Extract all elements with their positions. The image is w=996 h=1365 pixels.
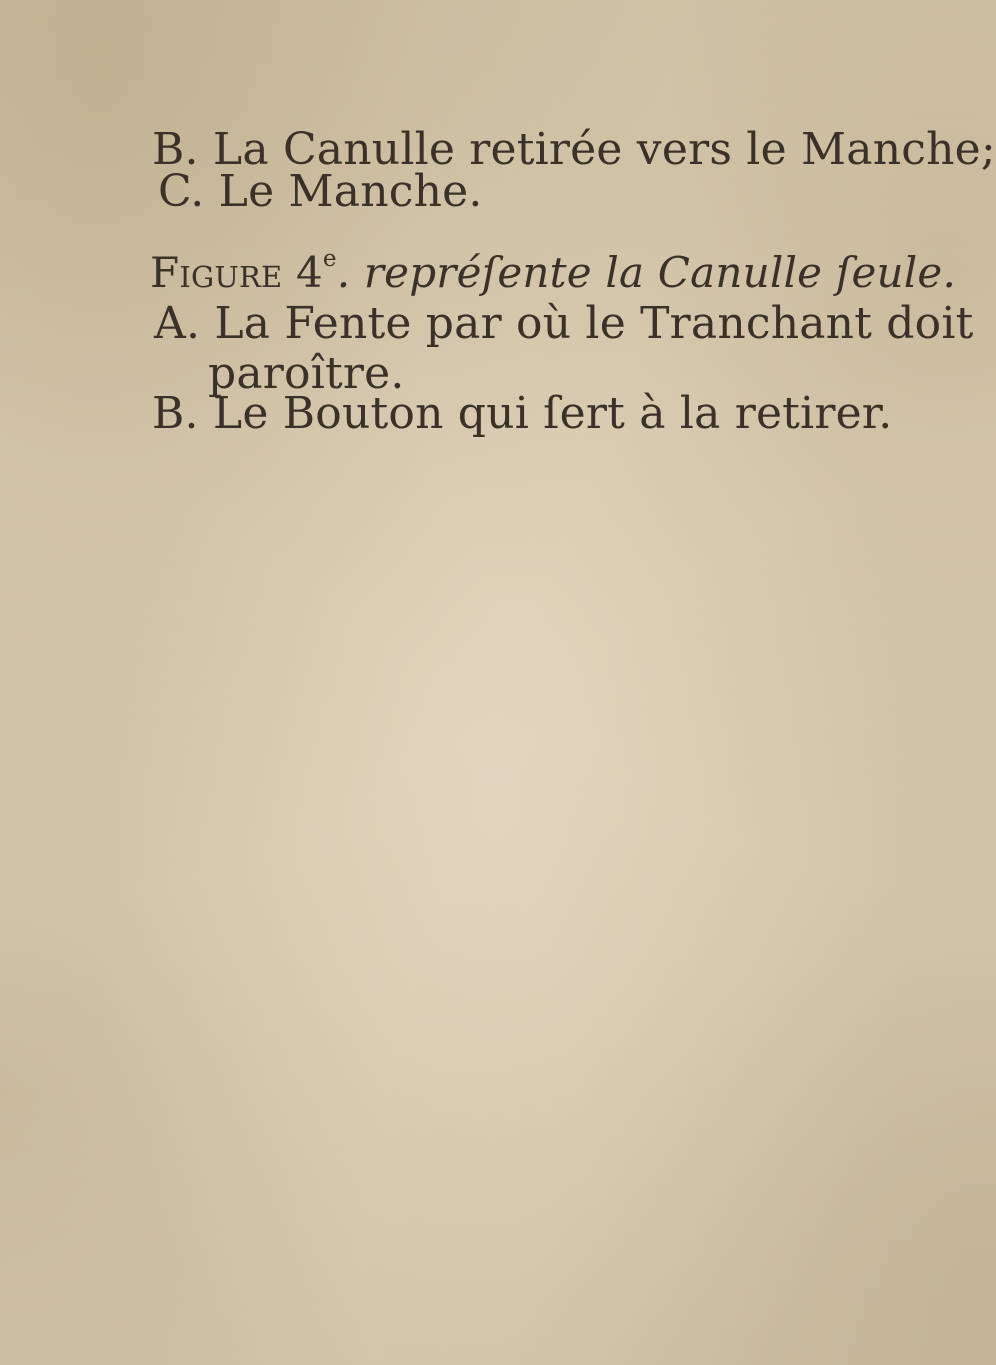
figure-label: Figure	[150, 247, 283, 297]
caption-line-b-bouton: B. Le Bouton qui ſert à la retirer.	[152, 388, 893, 439]
figure-description: . repréſente la Canulle ſeule.	[336, 247, 957, 297]
figure-number: 4	[295, 247, 323, 297]
figure-number-superscript: e	[322, 246, 337, 272]
figure-heading	[150, 246, 957, 297]
caption-line-a-fente: A. La Fente par où le Tranchant doit	[154, 298, 974, 349]
caption-line-a-continuation: paroître.	[208, 348, 405, 399]
caption-line-b-canulle: B. La Canulle retirée vers le Manche;	[152, 124, 996, 175]
caption-line-c-manche: C. Le Manche.	[158, 166, 483, 217]
